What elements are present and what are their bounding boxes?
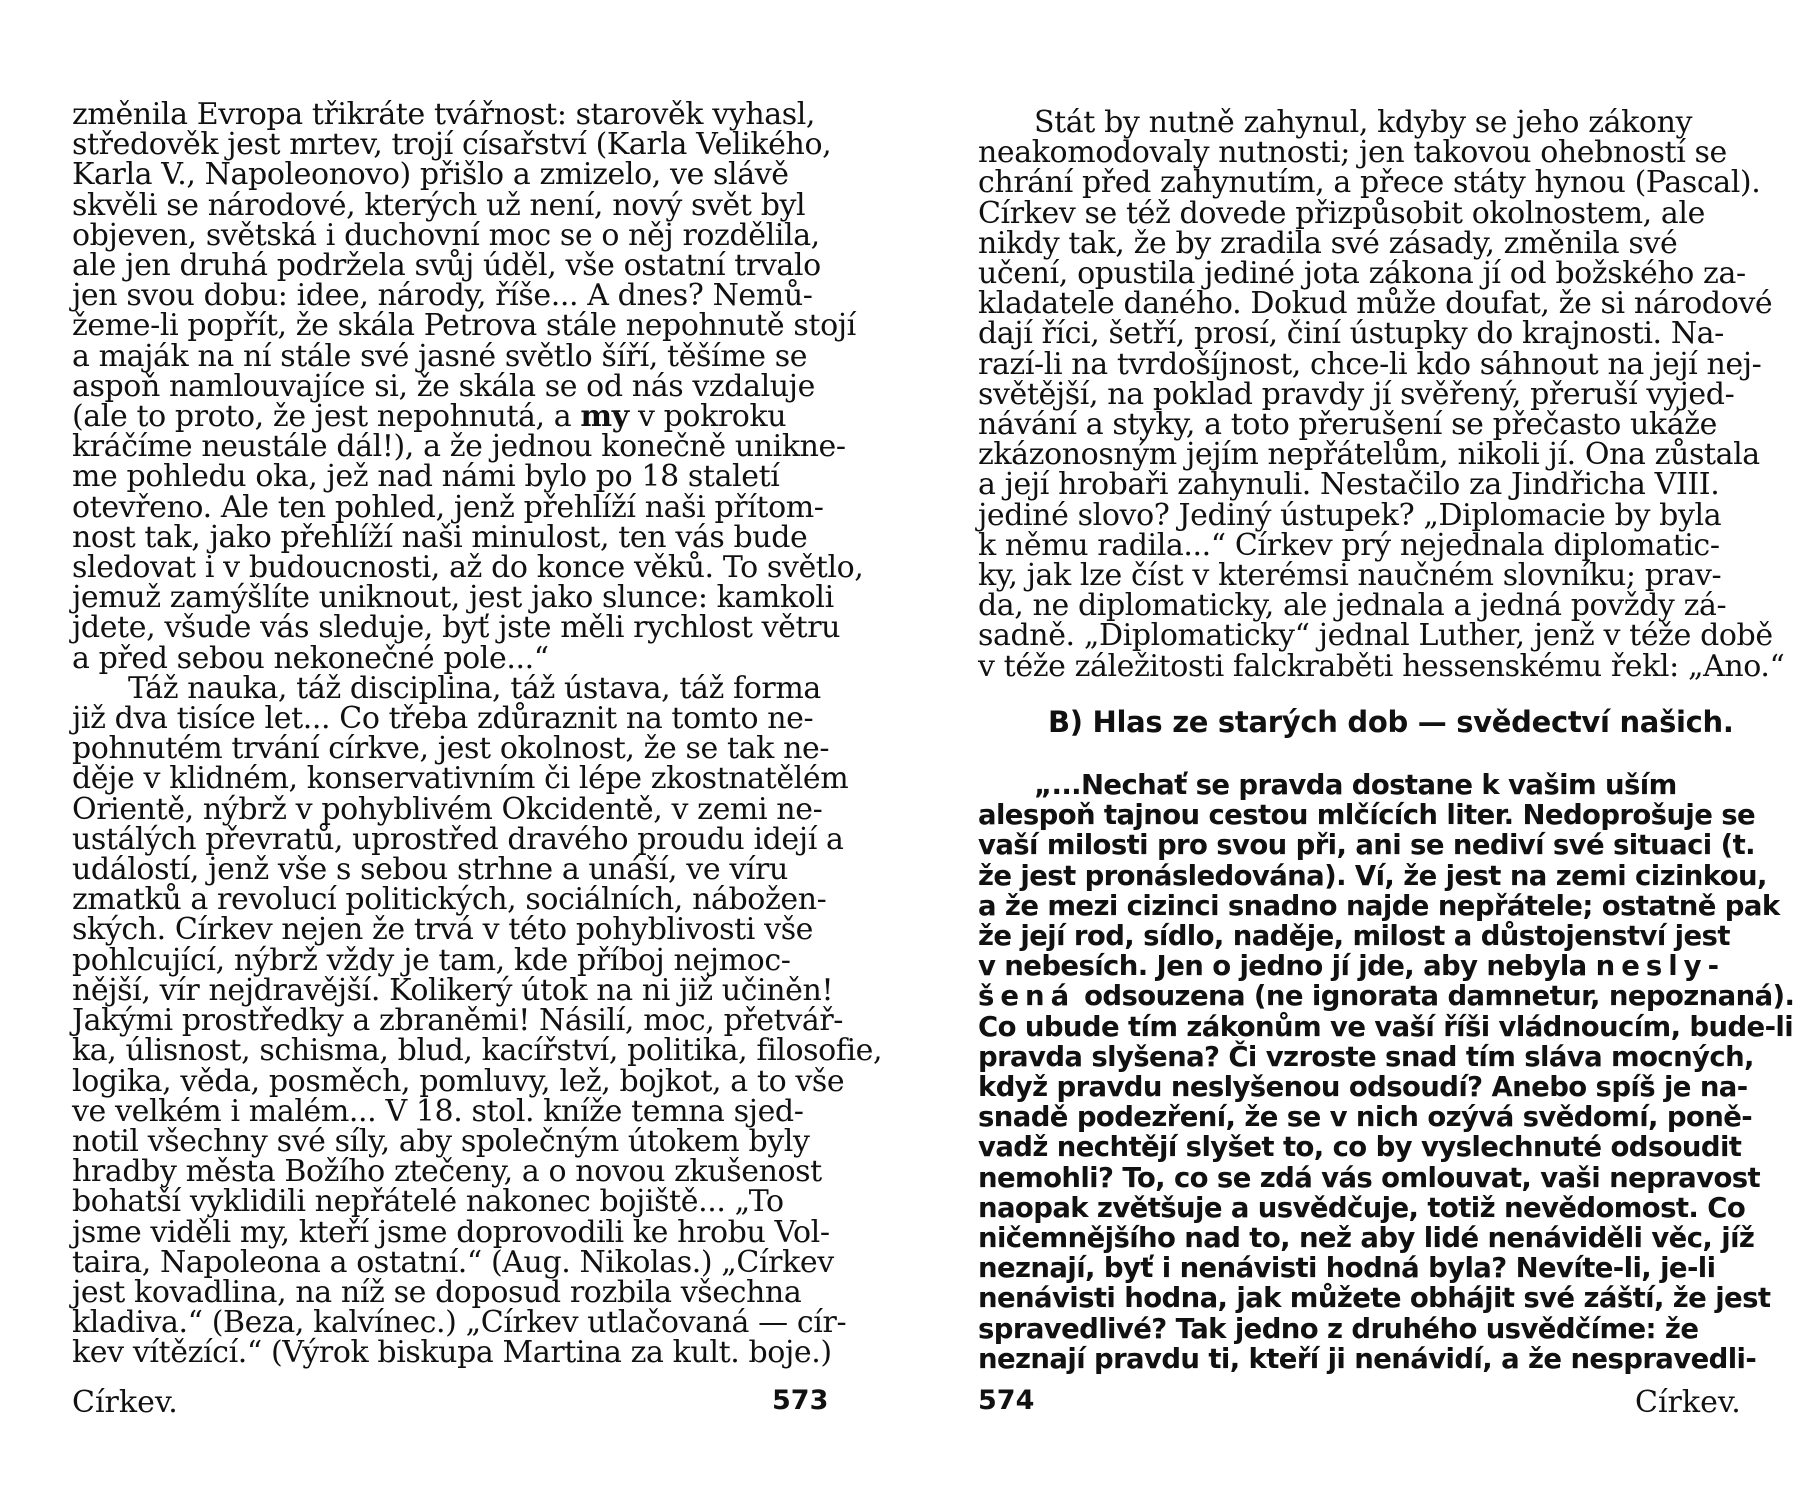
text-line: světější, na poklad pravdy jí svěřený, přeruší vyjed- <box>978 376 1735 412</box>
text-line: ale jen druhá podržela svůj úděl, vše ostatní trvalo <box>72 248 821 284</box>
text-line: me pohledu oka, jež nad námi bylo po 18 staletí <box>72 459 780 495</box>
text-line: vadž nechtějí slyšet to, co by vyslechnuté odsoudit <box>978 1131 1742 1164</box>
text-line: návání a styky, a toto přerušení se přečasto ukáže <box>978 407 1717 443</box>
text-line: ustálých převratů, uprostřed dravého proudu idejí a <box>72 821 844 857</box>
right-page-text <box>978 105 1785 684</box>
text-fragment: v pokroku <box>637 399 787 435</box>
text-line: událostí, jenž vše s sebou strhne a unáší, ve víru <box>72 852 788 888</box>
text-line: objeven, světská i duchovní moc se o něj rozdělila, <box>72 217 820 253</box>
text-line: Orientě, nýbrž v pohyblivém Okcidentě, v zemi ne- <box>72 791 823 827</box>
text-line: nikdy tak, že by zradila své zásady, změnila své <box>978 225 1678 261</box>
text-line: chrání před zahynutím, a přece státy hynou (Pascal). <box>978 165 1761 201</box>
text-line: jen svou dobu: idee, národy, říše... A dnes? Nemů- <box>72 278 813 314</box>
text-line: hradby města Božího ztečeny, a o novou zkušenost <box>72 1154 822 1190</box>
text-line <box>978 980 1795 1013</box>
text-fragment: v nebesích. Jen o jedno jí jde, aby nebyla <box>978 950 1587 983</box>
text-line: Jakými prostředky a zbraněmi! Násilí, moc, přetvář- <box>72 1003 844 1039</box>
text-line: nější, vír nejdravější. Kolikerý útok na ni již učiněn! <box>72 972 834 1008</box>
text-line: ničemnějšího nad to, než aby lidé nenáviděli věc, jíž <box>978 1222 1755 1255</box>
text-line: snadě podezření, že se v nich ozývá svědomí, poně- <box>978 1101 1753 1134</box>
text-line: notil všechny své síly, aby společným útokem byly <box>72 1123 810 1159</box>
text-line: a její hrobaři zahynuli. Nestačilo za Jindřicha VIII. <box>978 467 1720 503</box>
spaced-word: šená <box>978 980 1076 1013</box>
text-line: zkázonosným jejím nepřátelům, nikoli jí. Ona zůstala <box>978 437 1760 473</box>
text-line: jemuž zamýšlíte uniknout, jest jako slunce: kamkoli <box>72 580 834 616</box>
text-line: jediné slovo? Jediný ústupek? „Diplomacie by byla <box>978 497 1722 533</box>
text-line: Co ubude tím zákonům ve vaší říši vládnoucím, bude-li <box>978 1010 1794 1043</box>
text-line <box>72 399 844 435</box>
text-line: a před sebou nekonečné pole...“ <box>72 640 549 676</box>
bold-word: my <box>580 399 629 435</box>
text-line: kráčíme neustále dál!), a že jednou konečně unikne- <box>72 429 846 465</box>
text-line: aspoň namlouvajíce si, že skála se od nás vzdaluje <box>72 368 815 404</box>
text-line: naopak zvětšuje a usvědčuje, totiž nevědomost. Co <box>978 1191 1746 1224</box>
text-line: ky, jak lze číst v kterémsi naučném slovníku; prav- <box>978 558 1722 594</box>
text-line: nenávisti hodna, jak můžete obhájit své záští, že jest <box>978 1282 1771 1315</box>
running-footer-title: Církev. <box>1635 1385 1741 1420</box>
text-line: že její rod, sídlo, naděje, milost a důstojenství jest <box>978 920 1730 953</box>
text-line: bohatší vyklidili nepřátelé nakonec bojiště... „To <box>72 1184 784 1220</box>
text-line: žeme-li popřít, že skála Petrova stále nepohnutě stojí <box>72 308 856 344</box>
text-line <box>978 951 1752 981</box>
text-line: že jest pronásledována). Ví, že jest na zemi cizinkou, <box>978 859 1767 892</box>
text-line: kev vítězící.“ (Výrok biskupa Martina za kult. boje.) <box>72 1335 832 1371</box>
text-line: dají říci, šetří, prosí, činí ústupky do krajnosti. Na- <box>978 316 1724 352</box>
text-line: neznají, byť i nenávisti hodná byla? Nevíte-li, je-li <box>978 1252 1716 1285</box>
text-line: alespoň tajnou cestou mlčících liter. Nedoprošuje se <box>978 799 1756 832</box>
text-line: Karla V., Napoleonovo) přišlo a zmizelo, ve slávě <box>72 157 789 193</box>
section-heading: B) Hlas ze starých dob — svědectví našich. <box>1048 705 1734 739</box>
text-line: a maják na ní stále své jasné světlo šíří, těšíme se <box>72 338 808 374</box>
text-line: pohnutém trvání církve, jest okolnost, že se tak ne- <box>72 731 830 767</box>
text-line: otevřeno. Ale ten pohled, jenž přehlíží naši přítom- <box>72 489 824 525</box>
text-line: vaší milosti pro svou při, ani se nediví své situaci (t. <box>978 829 1755 862</box>
quoted-passage <box>978 769 1795 1375</box>
text-line: Stát by nutně zahynul, kdyby se jeho zákony <box>1034 105 1693 140</box>
text-line: učení, opustila jediné jota zákona jí od božského za- <box>978 256 1746 292</box>
text-line: Táž nauka, táž disciplina, táž ústava, táž forma <box>128 670 821 706</box>
text-line: jsme viděli my, kteří jsme doprovodili ke hrobu Vol- <box>72 1214 830 1250</box>
text-line: razí-li na tvrdošíjnost, chce-li kdo sáhnout na její nej- <box>978 346 1762 382</box>
text-line: ve velkém i malém... V 18. stol. kníže temna sjed- <box>72 1093 804 1129</box>
text-line: spravedlivé? Tak jedno z druhého usvědčíme: že <box>978 1312 1699 1345</box>
text-line: skvěli se národové, kterých už není, nový svět byl <box>72 187 806 223</box>
text-line: neznají pravdu ti, kteří ji nenávidí, a že nespravedli- <box>978 1342 1757 1375</box>
text-line: kladatele daného. Dokud může doufat, že si národové <box>978 286 1773 322</box>
page-number: 573 <box>772 1385 829 1416</box>
text-fragment: odsouzena (ne ignorata damnetur, nepoznaná). <box>1084 980 1795 1013</box>
text-line: nemohli? To, co se zdá vás omlouvat, vaši nepravost <box>978 1161 1761 1194</box>
text-line: Církev se též dovede přizpůsobit okolnostem, ale <box>978 195 1705 231</box>
text-line: když pravdu neslyšenou odsoudí? Anebo spíš je na- <box>978 1071 1748 1104</box>
text-line: ka, úlisnost, schisma, blud, kacířství, politika, filosofie, <box>72 1033 883 1069</box>
text-line: pohlcující, nýbrž vždy je tam, kde příboj nejmoc- <box>72 942 791 978</box>
text-line: ských. Církev nejen že trvá v této pohyblivosti vše <box>72 912 814 948</box>
text-line: „...Nechať se pravda dostane k vašim uším <box>1034 769 1677 801</box>
text-line: sledovat i v budoucnosti, až do konce věků. To světlo, <box>72 550 864 586</box>
text-line: a že mezi cizinci snadno najde nepřátele; ostatně pak <box>978 889 1780 922</box>
text-line: děje v klidném, konservativním či lépe zkostnatělém <box>72 761 849 797</box>
text-line: zmatků a revolucí politických, sociálních, nábožen- <box>72 882 827 918</box>
text-fragment: (ale to proto, že jest nepohnutá, a <box>72 399 572 435</box>
spaced-word: nesly- <box>1595 950 1726 983</box>
page-number: 574 <box>978 1385 1035 1416</box>
text-line: již dva tisíce let... Co třeba zdůraznit na tomto ne- <box>72 701 814 737</box>
text-line: změnila Evropa třikráte tvářnost: starověk vyhasl, <box>72 97 816 132</box>
text-line: v téže záležitosti falckraběti hessenskému řekl: „Ano.“ <box>978 648 1785 684</box>
running-footer-title: Církev. <box>72 1385 178 1420</box>
text-line: kladiva.“ (Beza, kalvínec.) „Církev utlačovaná — cír- <box>72 1305 847 1341</box>
text-line: nost tak, jako přehlíží naši minulost, ten vás bude <box>72 519 808 555</box>
text-line: taira, Napoleona a ostatní.“ (Aug. Nikolas.) „Církev <box>72 1244 834 1280</box>
text-line: k němu radila...“ Církev prý nejednala diplomatic- <box>978 527 1720 563</box>
text-line: da, ne diplomaticky, ale jednala a jedná povždy zá- <box>978 588 1727 624</box>
text-line: logika, věda, posměch, pomluvy, lež, bojkot, a to vše <box>72 1063 845 1099</box>
text-line: neakomodovaly nutnosti; jen takovou ohebností se <box>978 135 1727 171</box>
text-line: jest kovadlina, na níž se doposud rozbila všechna <box>72 1274 802 1310</box>
text-line: středověk jest mrtev, trojí císařství (Karla Velikého, <box>72 127 832 163</box>
text-line: jdete, všude vás sleduje, byť jste měli rychlost větru <box>72 610 841 646</box>
left-page-text <box>72 97 883 1371</box>
text-line: pravda slyšena? Či vzroste snad tím sláva mocných, <box>978 1040 1754 1073</box>
text-line: sadně. „Diplomaticky“ jednal Luther, jenž v téže době <box>978 618 1773 654</box>
